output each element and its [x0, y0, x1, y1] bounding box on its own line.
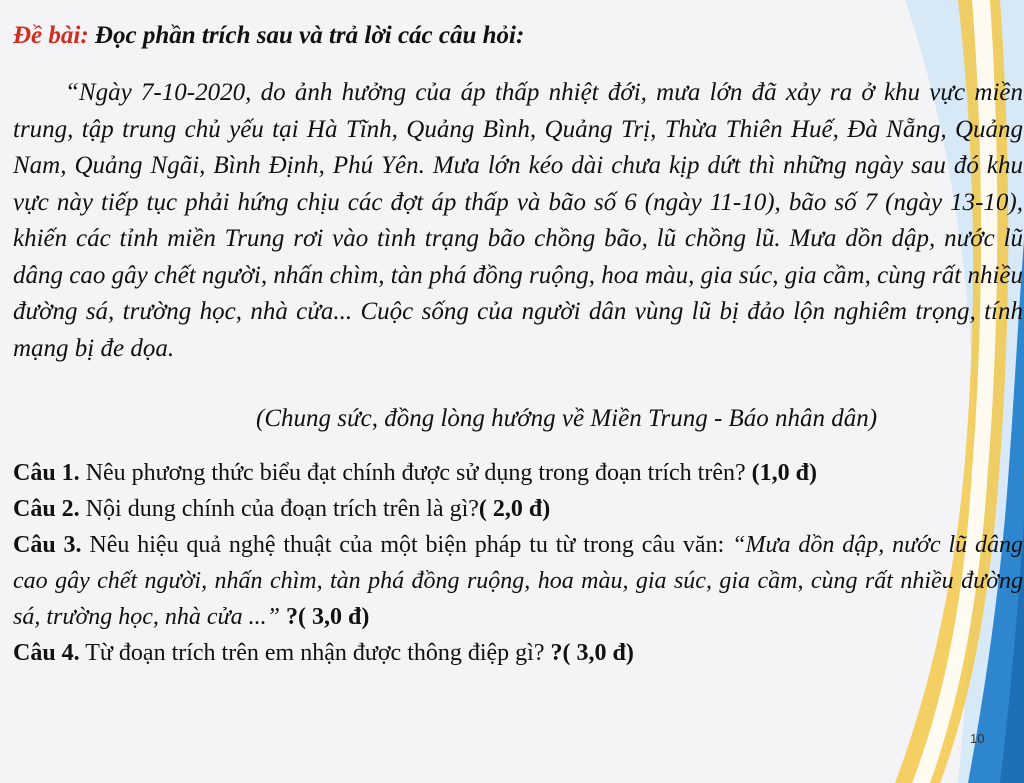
question-quote: “Mưa dồn dập, nước lũ dâng cao gây chết người, nhấn chìm, tàn phá đồng ruộng, hoa màu, gia súc, gia cầm, cùng rất nhiều đường sá, trường học, nhà cửa ...” [13, 532, 1023, 630]
question-text: Nêu phương thức biểu đạt chính được sử dụng trong đoạn trích trên? [79, 460, 752, 486]
question-2 [13, 491, 550, 527]
question-points: (1,0 đ) [751, 460, 817, 486]
heading-label: Đề bài: [13, 22, 89, 49]
question-text: Từ đoạn trích trên em nhận được thông điệp gì? [79, 640, 551, 666]
question-number: Câu 3. [13, 532, 82, 558]
passage-text: “Ngày 7-10-2020, do ảnh hưởng của áp thấp nhiệt đới, mưa lớn đã xảy ra ở khu vực miền trung, tập trung chủ yếu tại Hà Tĩnh, Quảng Bình, Quảng Trị, Thừa Thiên Huế, Đà Nẵng, Quảng Nam, Quảng Ngãi, Bình Định, Phú Yên. Mưa lớn kéo dài chưa kịp dứt thì những ngày sau đó khu vực này tiếp tục phải hứng chịu các đợt áp thấp và bão số 6 (ngày 11-10), bão số 7 (ngày 13-10), khiến các tỉnh miền Trung rơi vào tình trạng bão chồng bão, lũ chồng lũ. Mưa dồn dập, nước lũ dâng cao gây chết người, nhấn chìm, tàn phá đồng ruộng, hoa màu, gia súc, gia cầm, cùng rất nhiều đường sá, trường học, nhà cửa... Cuộc sống của người dân vùng lũ bị đảo lộn nghiêm trọng, tính mạng bị đe dọa. [13, 79, 1023, 362]
question-points: ?( 3,0 đ) [550, 640, 634, 666]
question-points: ( 2,0 đ) [478, 496, 551, 522]
question-number: Câu 1. [13, 460, 80, 486]
question-4 [13, 635, 634, 671]
heading-text: Đọc phần trích sau và trả lời các câu hỏi: [94, 22, 525, 49]
passage-source: (Chung sức, đồng lòng hướng về Miền Trung - Báo nhân dân) [256, 405, 878, 432]
question-1 [13, 455, 817, 491]
question-number: Câu 4. [13, 640, 80, 666]
question-text: Nội dung chính của đoạn trích trên là gì? [79, 496, 479, 522]
question-number: Câu 2. [13, 496, 80, 522]
question-3 [13, 527, 1023, 635]
question-text: Nêu hiệu quả nghệ thuật của một biện pháp tu từ trong câu văn: [81, 532, 733, 558]
page-number: 10 [970, 731, 985, 746]
question-points: ?( 3,0 đ) [280, 604, 370, 630]
page-heading [13, 22, 524, 50]
